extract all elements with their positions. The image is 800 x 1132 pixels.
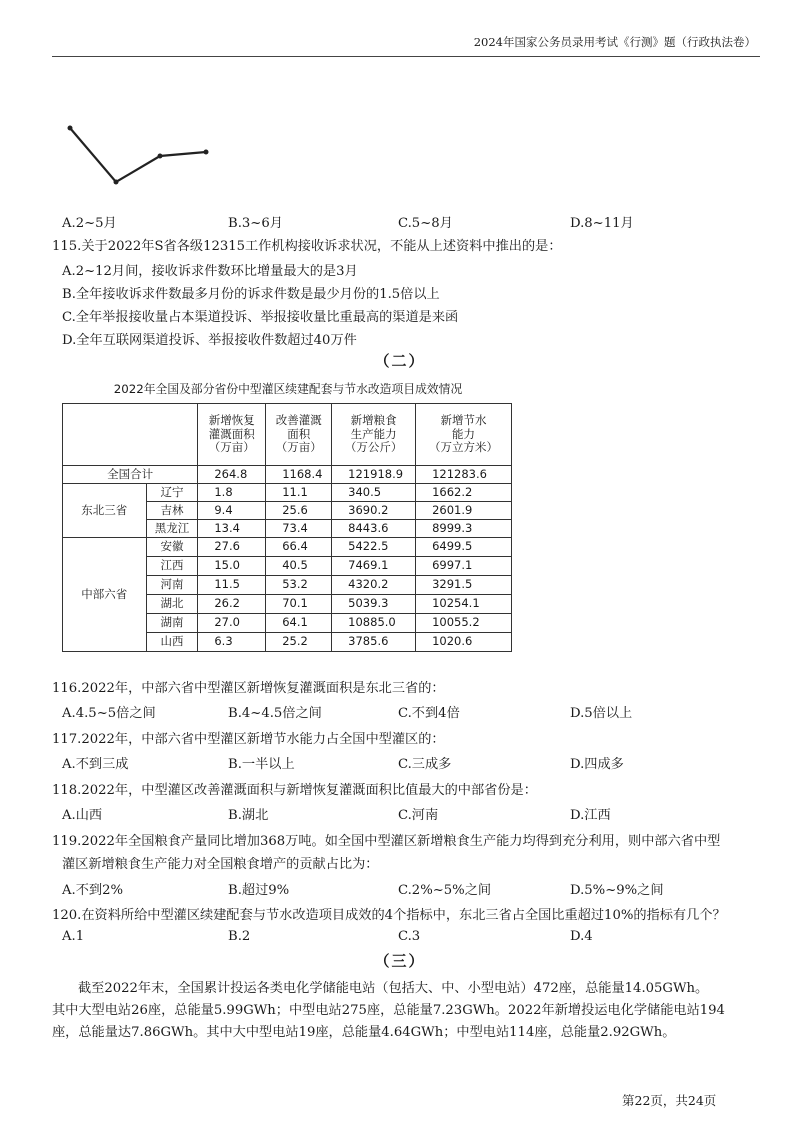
table-cell: 4320.2 bbox=[332, 576, 416, 595]
q116-option-a: A.4.5~5倍之间 bbox=[62, 706, 156, 721]
table-header-row bbox=[63, 404, 512, 466]
q116-option-d: D.5倍以上 bbox=[570, 706, 633, 721]
table-cell: 1.8 bbox=[198, 484, 266, 502]
q116-option-c: C.不到4倍 bbox=[398, 706, 460, 721]
table-cell: 11.1 bbox=[266, 484, 332, 502]
table-cell: 70.1 bbox=[266, 595, 332, 614]
page-number: 第22页，共24页 bbox=[622, 1093, 717, 1108]
q115-option-d: D.全年互联网渠道投诉、举报接收件数超过40万件 bbox=[62, 333, 357, 348]
q115-stem: 115.关于2022年S省各级12315工作机构接收诉求状况，不能从上述资料中推出的是： bbox=[52, 239, 562, 254]
table-cell: 5422.5 bbox=[332, 538, 416, 557]
table-cell: 25.2 bbox=[266, 633, 332, 652]
running-header: 2024年国家公务员录用考试《行测》题（行政执法卷） bbox=[473, 35, 756, 49]
q119-option-b: B.超过9% bbox=[228, 883, 290, 898]
table-cell: 2601.9 bbox=[416, 502, 512, 520]
q119-stem-line2: 灌区新增粮食生产能力对全国粮食增产的贡献占比为： bbox=[62, 857, 379, 872]
q120-option-b: B.2 bbox=[228, 929, 251, 944]
table-cell: 10885.0 bbox=[332, 614, 416, 633]
data-table bbox=[62, 403, 512, 652]
province-cell: 吉林 bbox=[146, 502, 198, 520]
q115-option-c: C.全年举报接收量占本渠道投诉、举报接收量比重最高的渠道是来函 bbox=[62, 310, 459, 325]
table-corner-cell bbox=[63, 404, 198, 466]
paragraph-line: 座，总能量达7.86GWh。其中大中型电站19座，总能量4.64GWh；中型电站114座，总能量2.92GWh。 bbox=[52, 1025, 676, 1040]
q120-option-c: C.3 bbox=[398, 929, 421, 944]
q117-option-d: D.四成多 bbox=[570, 757, 624, 772]
table-cell: 8443.6 bbox=[332, 520, 416, 538]
col-header-restored-irrigation: 新增恢复 灌溉面积 （万亩） bbox=[198, 404, 266, 466]
table-cell: 64.1 bbox=[266, 614, 332, 633]
q114-option-d: D.8~11月 bbox=[570, 216, 634, 231]
province-cell: 山西 bbox=[146, 633, 198, 652]
q118-option-a: A.山西 bbox=[62, 808, 103, 823]
table-cell: 6997.1 bbox=[416, 557, 512, 576]
q114-option-a: A.2~5月 bbox=[62, 216, 117, 231]
table-cell: 6499.5 bbox=[416, 538, 512, 557]
table-cell: 25.6 bbox=[266, 502, 332, 520]
table-cell: 27.0 bbox=[198, 614, 266, 633]
province-cell: 湖南 bbox=[146, 614, 198, 633]
col-header-water-saving: 新增节水 能力 （万立方米） bbox=[416, 404, 512, 466]
q116-stem: 116.2022年，中部六省中型灌区新增恢复灌溉面积是东北三省的： bbox=[52, 681, 445, 696]
partial-line-chart-fragment bbox=[60, 120, 220, 190]
q118-stem: 118.2022年，中型灌区改善灌溉面积与新增恢复灌溉面积比值最大的中部省份是： bbox=[52, 783, 537, 798]
table-cell: 10055.2 bbox=[416, 614, 512, 633]
q115-option-b: B.全年接收诉求件数最多月份的诉求件数是最少月份的1.5倍以上 bbox=[62, 287, 440, 302]
header-rule bbox=[52, 56, 760, 57]
section-3-paragraph bbox=[52, 978, 762, 1044]
province-cell: 辽宁 bbox=[146, 484, 198, 502]
table-cell: 40.5 bbox=[266, 557, 332, 576]
section-2-heading: （二） bbox=[374, 352, 426, 370]
q115-option-a: A.2~12月间，接收诉求件数环比增量最大的是3月 bbox=[62, 264, 358, 279]
q118-option-d: D.江西 bbox=[570, 808, 611, 823]
q117-option-b: B.一半以上 bbox=[228, 757, 295, 772]
table-title: 2022年全国及部分省份中型灌区续建配套与节水改造项目成效情况 bbox=[113, 382, 463, 396]
paragraph-line: 截至2022年末，全国累计投运各类电化学储能电站（包括大、中、小型电站）472座，总能量14.05GWh。 bbox=[78, 981, 709, 996]
table-cell: 66.4 bbox=[266, 538, 332, 557]
table-cell: 8999.3 bbox=[416, 520, 512, 538]
table-row bbox=[63, 484, 512, 502]
province-cell: 河南 bbox=[146, 576, 198, 595]
table-cell: 53.2 bbox=[266, 576, 332, 595]
table-cell: 3785.6 bbox=[332, 633, 416, 652]
q118-option-b: B.湖北 bbox=[228, 808, 269, 823]
section-3-heading: （三） bbox=[374, 952, 426, 970]
group-label-northeast: 东北三省 bbox=[63, 484, 147, 538]
table-cell: 3690.2 bbox=[332, 502, 416, 520]
province-cell: 安徽 bbox=[146, 538, 198, 557]
q117-stem: 117.2022年，中部六省中型灌区新增节水能力占全国中型灌区的： bbox=[52, 732, 445, 747]
group-label-central: 中部六省 bbox=[63, 538, 147, 652]
table-cell: 6.3 bbox=[198, 633, 266, 652]
table-cell: 121283.6 bbox=[416, 466, 512, 484]
q114-option-c: C.5~8月 bbox=[398, 216, 453, 231]
q120-option-a: A.1 bbox=[62, 929, 85, 944]
province-cell: 江西 bbox=[146, 557, 198, 576]
table-cell: 26.2 bbox=[198, 595, 266, 614]
q120-option-d: D.4 bbox=[570, 929, 593, 944]
province-cell: 黑龙江 bbox=[146, 520, 198, 538]
q118-option-c: C.河南 bbox=[398, 808, 439, 823]
q119-option-a: A.不到2% bbox=[62, 883, 124, 898]
province-cell: 湖北 bbox=[146, 595, 198, 614]
q114-option-b: B.3~6月 bbox=[228, 216, 283, 231]
table-cell: 13.4 bbox=[198, 520, 266, 538]
paragraph-line: 其中大型电站26座，总能量5.99GWh；中型电站275座，总能量7.23GWh。2022年新增投运电化学储能电站194 bbox=[52, 1003, 725, 1018]
q117-option-a: A.不到三成 bbox=[62, 757, 129, 772]
q116-option-b: B.4~4.5倍之间 bbox=[228, 706, 322, 721]
q119-option-d: D.5%~9%之间 bbox=[570, 883, 664, 898]
table-cell: 10254.1 bbox=[416, 595, 512, 614]
table-cell: 9.4 bbox=[198, 502, 266, 520]
col-header-grain-capacity: 新增粮食 生产能力 （万公斤） bbox=[332, 404, 416, 466]
table-cell: 3291.5 bbox=[416, 576, 512, 595]
table-row bbox=[63, 538, 512, 557]
table-cell: 7469.1 bbox=[332, 557, 416, 576]
table-cell: 264.8 bbox=[198, 466, 266, 484]
table-cell: 11.5 bbox=[198, 576, 266, 595]
q119-option-c: C.2%~5%之间 bbox=[398, 883, 492, 898]
q120-stem: 120.在资料所给中型灌区续建配套与节水改造项目成效的4个指标中，东北三省占全国比重超过10%的指标有几个？ bbox=[52, 908, 726, 923]
total-label: 全国合计 bbox=[63, 466, 198, 484]
col-header-improved-irrigation: 改善灌溉 面积 （万亩） bbox=[266, 404, 332, 466]
table-cell: 73.4 bbox=[266, 520, 332, 538]
table-cell: 1662.2 bbox=[416, 484, 512, 502]
table-cell: 340.5 bbox=[332, 484, 416, 502]
table-cell: 27.6 bbox=[198, 538, 266, 557]
q117-option-c: C.三成多 bbox=[398, 757, 452, 772]
table-row-total bbox=[63, 466, 512, 484]
table-cell: 15.0 bbox=[198, 557, 266, 576]
table-cell: 1020.6 bbox=[416, 633, 512, 652]
table-cell: 1168.4 bbox=[266, 466, 332, 484]
table-cell: 5039.3 bbox=[332, 595, 416, 614]
table-cell: 121918.9 bbox=[332, 466, 416, 484]
q119-stem-line1: 119.2022年全国粮食产量同比增加368万吨。如全国中型灌区新增粮食生产能力均得到充分利用，则中部六省中型 bbox=[52, 834, 721, 849]
